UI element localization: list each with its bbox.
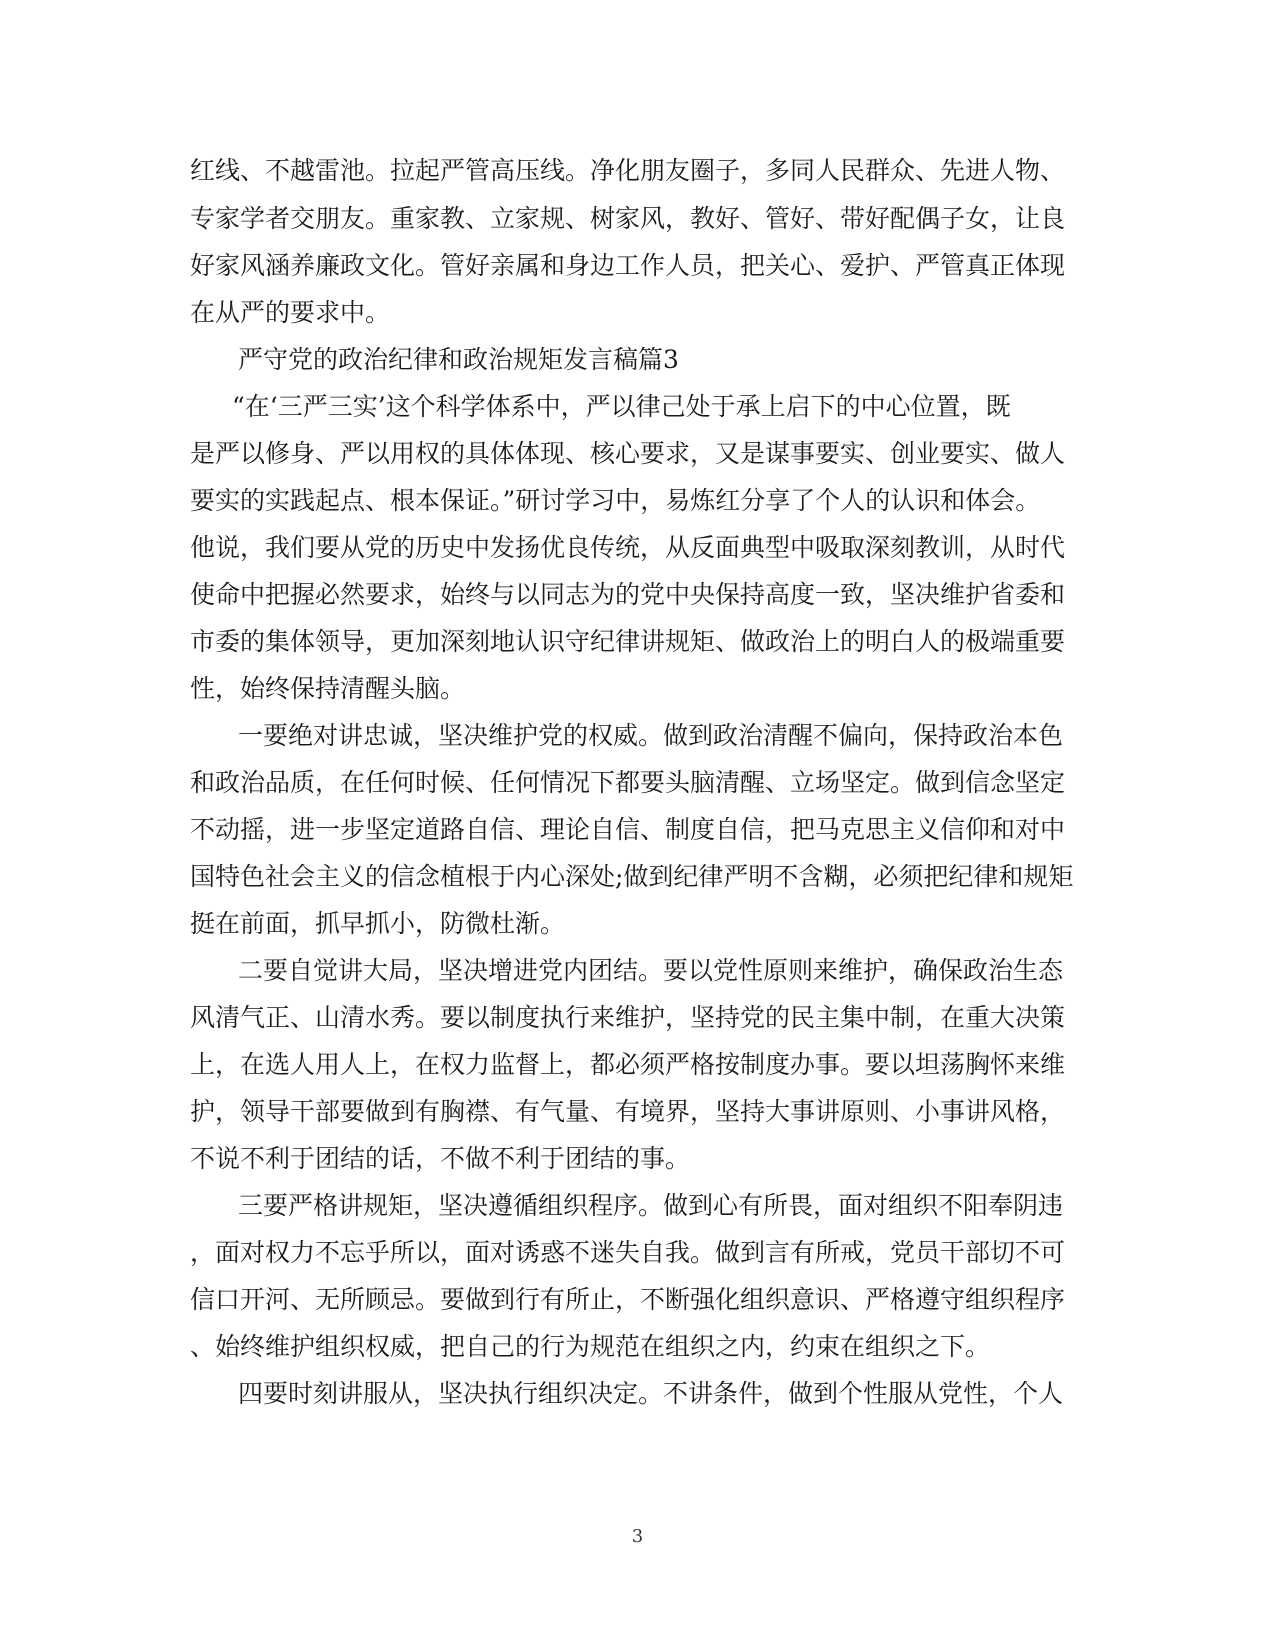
text-line: 在从严的要求中。 xyxy=(190,298,391,327)
text-line: 二要自觉讲大局，坚决增进党内团结。要以党性原则来维护，确保政治生态 xyxy=(238,956,1064,985)
section-heading: 严守党的政治纪律和政治规矩发言稿篇3 xyxy=(238,345,679,374)
text-line: 护，领导干部要做到有胸襟、有气量、有境界，坚持大事讲原则、小事讲风格， xyxy=(190,1097,1066,1126)
text-line: 红线、不越雷池。拉起严管高压线。净化朋友圈子，多同人民群众、先进人物、 xyxy=(190,156,1066,185)
text-line: ，面对权力不忘乎所以，面对诱惑不迷失自我。做到言有所戒，党员干部切不可 xyxy=(190,1238,1066,1267)
text-line: 信口开河、无所顾忌。要做到行有所止，不断强化组织意识、严格遵守组织程序 xyxy=(190,1285,1066,1314)
text-line: “在‘三严三实’这个科学体系中，严以律己处于承上启下的中心位置，既 xyxy=(232,392,1011,421)
text-line: 三要严格讲规矩，坚决遵循组织程序。做到心有所畏，面对组织不阳奉阴违 xyxy=(238,1191,1064,1220)
text-line: 专家学者交朋友。重家教、立家规、树家风，教好、管好、带好配偶子女，让良 xyxy=(190,204,1066,233)
text-line: 好家风涵养廉政文化。管好亲属和身边工作人员，把关心、爱护、严管真正体现 xyxy=(190,251,1066,280)
text-line: 性，始终保持清醒头脑。 xyxy=(190,674,466,703)
text-line: 他说，我们要从党的历史中发扬优良传统，从反面典型中吸取深刻教训，从时代 xyxy=(190,533,1066,562)
text-line: 、始终维护组织权威，把自己的行为规范在组织之内，约束在组织之下。 xyxy=(190,1332,991,1361)
text-line: 不动摇，进一步坚定道路自信、理论自信、制度自信，把马克思主义信仰和对中 xyxy=(190,815,1066,844)
text-line: 国特色社会主义的信念植根于内心深处;做到纪律严明不含糊，必须把纪律和规矩 xyxy=(190,862,1074,891)
page-number: 3 xyxy=(631,1526,644,1547)
text-line: 一要绝对讲忠诚，坚决维护党的权威。做到政治清醒不偏向，保持政治本色 xyxy=(238,721,1064,750)
text-line: 和政治品质，在任何时候、任何情况下都要头脑清醒、立场坚定。做到信念坚定 xyxy=(190,768,1066,797)
text-line: 是严以修身、严以用权的具体体现、核心要求，又是谋事要实、创业要实、做人 xyxy=(190,439,1066,468)
text-line: 挺在前面，抓早抓小，防微杜渐。 xyxy=(190,909,566,938)
text-line: 市委的集体领导，更加深刻地认识守纪律讲规矩、做政治上的明白人的极端重要 xyxy=(190,627,1066,656)
text-line: 上，在选人用人上，在权力监督上，都必须严格按制度办事。要以坦荡胸怀来维 xyxy=(190,1050,1066,1079)
text-line: 要实的实践起点、根本保证。”研讨学习中，易炼红分享了个人的认识和体会。 xyxy=(190,486,1041,515)
text-line: 四要时刻讲服从，坚决执行组织决定。不讲条件，做到个性服从党性，个人 xyxy=(238,1379,1064,1408)
text-line: 使命中把握必然要求，始终与以同志为的党中央保持高度一致，坚决维护省委和 xyxy=(190,580,1066,609)
text-line: 风清气正、山清水秀。要以制度执行来维护，坚持党的民主集中制，在重大决策 xyxy=(190,1003,1066,1032)
text-line: 不说不利于团结的话，不做不利于团结的事。 xyxy=(190,1144,691,1173)
